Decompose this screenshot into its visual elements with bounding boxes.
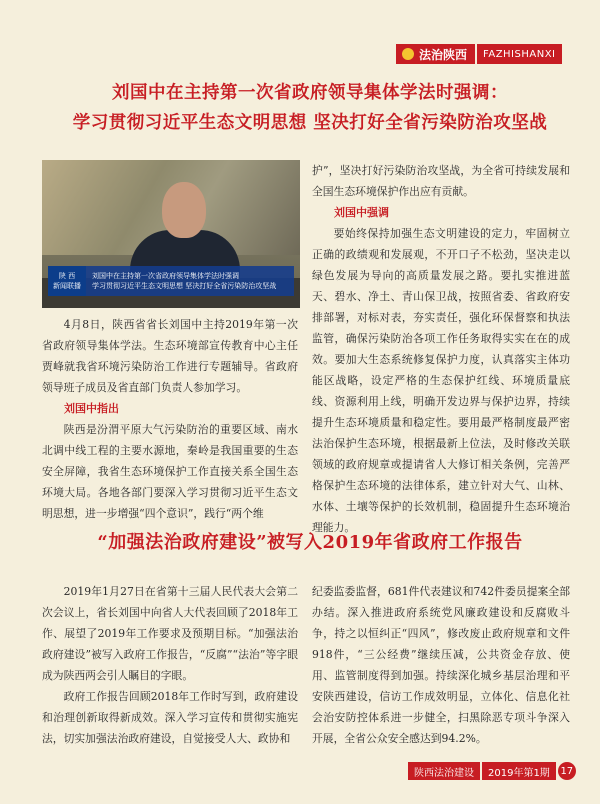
photo-caption-line2: 学习贯彻习近平生态文明思想 坚决打好全省污染防治攻坚战: [92, 282, 277, 290]
section-name-en: FAZHISHANXI: [477, 44, 561, 64]
tv-logo: [48, 266, 86, 296]
article1-title: [40, 78, 580, 138]
article2-right-column: [312, 581, 570, 749]
photo-caption-bar: [48, 266, 294, 296]
journal-logo-icon: [402, 48, 414, 60]
photo-caption-text: [86, 271, 276, 291]
tv-logo-line1: 陕 西: [58, 272, 76, 280]
news-photo: [42, 160, 300, 308]
photo-caption-line1: 刘国中在主持第一次省政府领导集体学法时强调: [92, 272, 239, 280]
article2-title: “加强法治政府建设”被写入2019年省政府工作报告: [97, 532, 523, 553]
photo-person-head: [162, 182, 206, 238]
article2-para1: 2019年1月27日在省第十三届人民代表大会第二次会议上，省长刘国中向省人大代表回顾了2018年工作、展望了2019年工作要求及预期目标。“加强法治政府建设”被写入政府工作报告，“反腐”“法治”等字眼成为陕西两会引人瞩目的字眼。: [42, 585, 298, 682]
article1-para2: 要始终保持加强生态文明建设的定力，牢固树立正确的政绩观和发展观，不开口子不松劲，坚决走以绿色发展为导向的高质量发展之路。要扎实推进蓝天、碧水、净土、青山保卫战，按照省委、省政府安排部署，对标对表，夯实责任，强化环保督察和执法监管，确保污染防治各项工作任务取得实实在在的成效。要加大生态系统修复保护力度，认真落实主体功能区战略，设定严格的生态保护红线、环境质量底线、资源利用上线，明确开发边界与保护边界，持续提升生态环境质量和稳定性。要用最严格制度最严密法治保护生态环境，根据最新上位法，及时修改关联领域的政府规章或提请省人大修订相关条例，完善严格保护生态环境的法律体系，建立针对大气、山林、水体、土壤等保护的长效机制，稳固提升生态环境治理能力。: [312, 227, 570, 534]
section-header-badge: [396, 44, 570, 64]
footer-journal-name: 陕西法治建设: [408, 762, 480, 780]
article1-subhead1: 刘国中指出: [64, 402, 119, 415]
article1-title-line2: 学习贯彻习近平生态文明思想 坚决打好全省污染防治攻坚战: [72, 113, 548, 133]
section-name-cn: 法治陕西: [419, 47, 468, 62]
article2-para2: 政府工作报告回顾2018年工作时写到，政府建设和治理创新取得新成效。深入学习宣传和贯彻实施宪法，切实加强法治政府建设，自觉接受人大、政协和: [42, 690, 298, 745]
footer-issue: 2019年第1期: [482, 762, 556, 780]
tv-logo-line2: 新闻联播: [53, 282, 81, 290]
page-footer: [408, 762, 576, 780]
article1-para1: 陕西是汾渭平原大气污染防治的重要区域、南水北调中线工程的主要水源地，秦岭是我国重要的生态安全屏障，我省生态环境保护工作直接关系全国生态环境大局。各地各部门要深入学习贯彻习近平生态文明思想，进一步增强“四个意识”，践行“两个维: [42, 423, 298, 520]
article1-para1-cont: 护”，坚决打好污染防治攻坚战，为全省可持续发展和全国生态环境保护作出应有贡献。: [312, 164, 570, 198]
article1-subhead2: 刘国中强调: [334, 206, 389, 219]
article1-intro: 4月8日，陕西省省长刘国中主持2019年第一次省政府领导集体学法。生态环境部宣传教育中心主任贾峰就我省环境污染防治工作进行专题辅导。省政府领导班子成员及省直部门负责人参加学习。: [42, 318, 298, 394]
section-label: [396, 44, 475, 64]
article1-title-line1: 刘国中在主持第一次省政府领导集体学法时强调：: [112, 83, 508, 103]
article2-para2-cont: 纪委监委监督，681件代表建议和742件委员提案全部办结。深入推进政府系统党风廉政建设和反腐败斗争，持之以恒纠正“四风”，修改废止政府规章和文件918件，“三公经费”继续压减，公共资金存放、使用、监管制度得到加强。持续深化城乡基层治理和平安陕西建设，信访工作成效明显，立体化、信息化社会治安防控体系进一步健全，扫黑除恶专项斗争深入开展，全省公众安全感达到94.2%。: [312, 585, 570, 745]
article1-left-column: [42, 314, 298, 524]
article2-left-column: [42, 581, 298, 749]
page-number: 17: [558, 762, 576, 780]
article1-right-column: [312, 160, 570, 538]
